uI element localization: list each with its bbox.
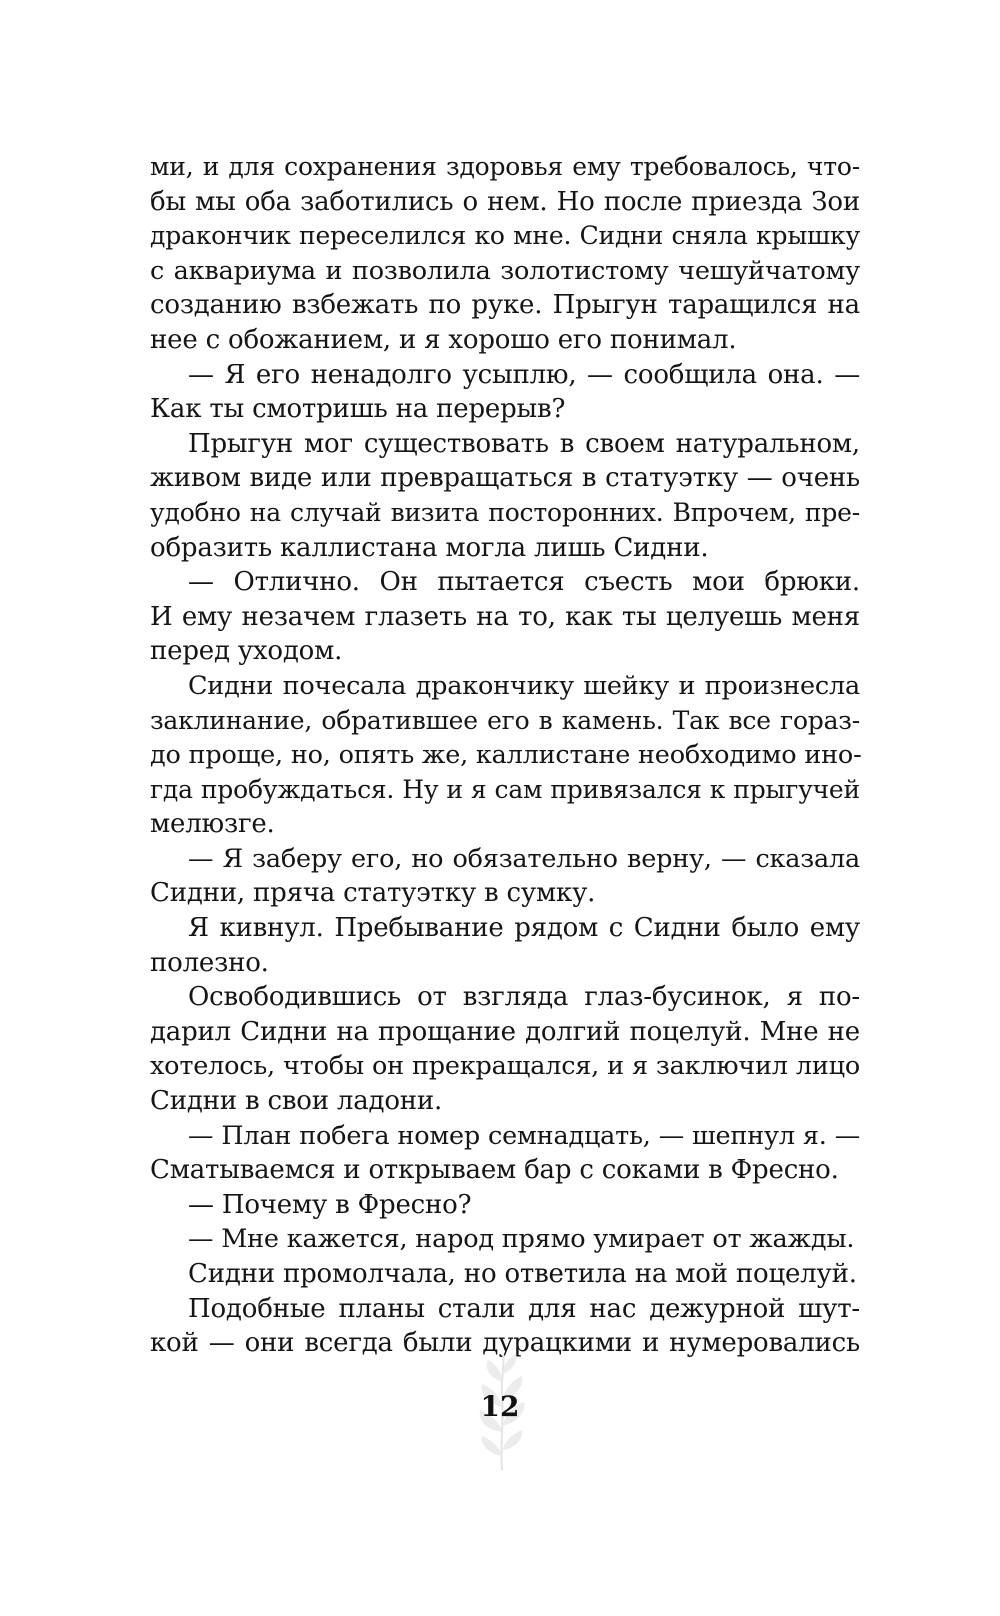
body-text: [150, 150, 860, 1361]
text-line: Подобные планы стали для нас дежурной шут-: [188, 1293, 860, 1324]
text-line: с аквариума и позволила золотистому чешуйчатому: [150, 255, 860, 286]
text-line: кой — они всегда были дурацкими и нумеровались: [150, 1328, 860, 1359]
text-line: — Я заберу его, но обязательно верну, — сказала: [188, 843, 860, 874]
text-line: Сидни, пряча статуэтку в сумку.: [150, 878, 596, 909]
text-line: Сматываемся и открываем бар с соками в Фресно.: [150, 1155, 839, 1186]
text-line: ми, и для сохранения здоровья ему требовалось, что-: [150, 152, 860, 181]
text-line: — Мне кажется, народ прямо умирает от жажды.: [188, 1224, 855, 1255]
text-line: созданию взбежать по руке. Прыгун таращился на: [150, 290, 860, 321]
text-line: живом виде или превращаться в статуэтку — очень: [150, 463, 860, 494]
text-line: удобно на случай визита посторонних. Впрочем, пре-: [150, 497, 860, 527]
text-line: Сидни в свои ладони.: [150, 1086, 443, 1117]
text-line: Сидни почесала дракончику шейку и произнесла: [188, 670, 860, 701]
text-line: дракончик переселился ко мне. Сидни сняла крышку: [150, 221, 860, 251]
text-line: перед уходом.: [150, 636, 343, 667]
text-line: образить каллистана могла лишь Сидни.: [150, 532, 709, 563]
text-line: Как ты смотришь на перерыв?: [150, 394, 566, 425]
text-line: И ему незачем глазеть на то, как ты целуешь меня: [150, 601, 860, 632]
text-line: — План побега номер семнадцать, — шепнул я. —: [188, 1120, 860, 1151]
text-line: Прыгун мог существовать в своем натуральном,: [188, 428, 860, 459]
text-line: Освободившись от взгляда глаз-бусинок, я по-: [188, 982, 860, 1013]
text-line: — Я его ненадолго усыплю, — сообщила она. —: [188, 359, 860, 390]
text-line: мелюзге.: [150, 809, 275, 840]
text-line: нее с обожанием, и я хорошо его понимал.: [150, 324, 737, 355]
text-line: дарил Сидни на прощание долгий поцелуй. Мне не: [150, 1016, 860, 1047]
text-line: — Отлично. Он пытается съесть мои брюки.: [188, 567, 860, 598]
text-line: Я кивнул. Пребывание рядом с Сидни было ему: [188, 913, 860, 944]
text-line: — Почему в Фресно?: [188, 1189, 472, 1220]
page-number: 12: [480, 1390, 520, 1423]
text-line: Сидни промолчала, но ответила на мой поцелуй.: [188, 1259, 857, 1289]
text-line: гда пробуждаться. Ну и я сам привязался к прыгучей: [150, 774, 860, 804]
text-line: заклинание, обратившее его в камень. Так все горaз-: [150, 705, 860, 735]
text-line: до проще, но, опять же, каллистане необходимо ино-: [150, 740, 862, 771]
text-line: бы мы оба заботились о нем. Но после приезда Зои: [150, 186, 860, 217]
text-line: полезно.: [150, 947, 269, 978]
text-line: хотелось, чтобы он прекращался, и я заключил лицо: [150, 1051, 860, 1082]
